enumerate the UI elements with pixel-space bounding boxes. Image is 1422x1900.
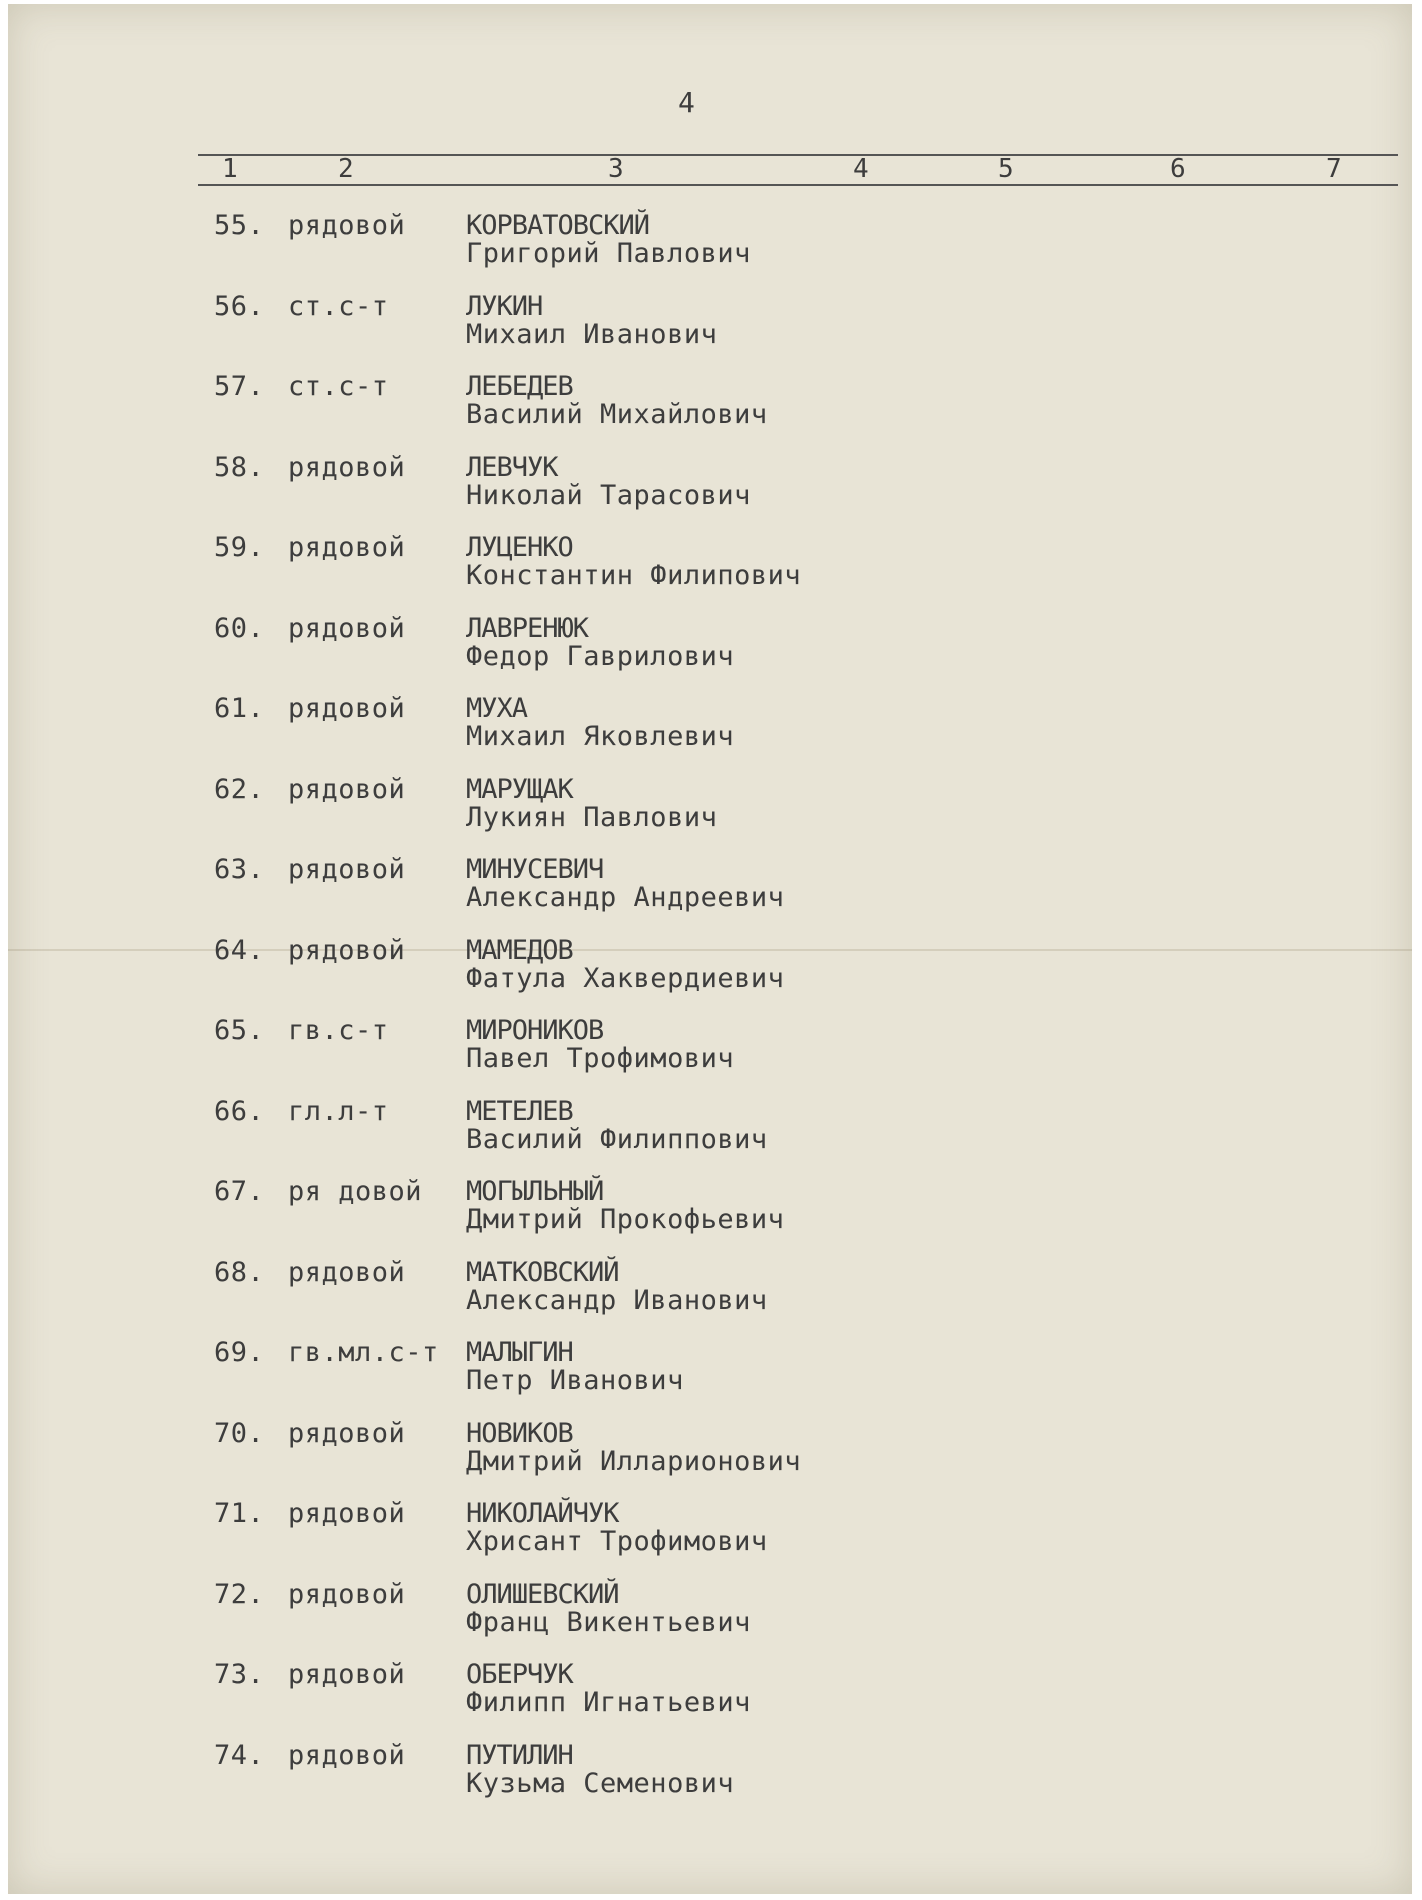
surname: ЛЕБЕДЕВ [466, 371, 573, 402]
roster-row [8, 371, 1108, 441]
surname: МИРОНИКОВ [466, 1015, 604, 1046]
document-sheet [8, 4, 1412, 1894]
roster-row [8, 1498, 1108, 1568]
column-header-2: 2 [338, 154, 355, 184]
surname: КОРВАТОВСКИЙ [466, 210, 650, 241]
surname: МАРУЩАК [466, 773, 573, 805]
rank: рядовой [288, 532, 406, 563]
given-names: Дмитрий Илларионович [466, 1445, 802, 1477]
column-header-7: 7 [1326, 154, 1343, 184]
roster-row [8, 693, 1108, 763]
rank: рядовой [288, 451, 406, 483]
roster-row [8, 613, 1108, 683]
given-names: Константин Филипович [466, 560, 802, 591]
column-header-4: 4 [853, 154, 870, 184]
roster-row [8, 1659, 1108, 1729]
row-number: 59. [214, 532, 265, 563]
rank: рядовой [288, 693, 406, 724]
roster-row [8, 1096, 1108, 1166]
row-number: 64. [214, 934, 265, 966]
column-header-3: 3 [608, 154, 625, 184]
given-names: Николай Тарасович [466, 479, 751, 511]
column-header-5: 5 [998, 154, 1015, 184]
row-number: 74. [214, 1739, 265, 1771]
roster-row [8, 1176, 1108, 1246]
row-number: 68. [214, 1256, 265, 1288]
surname: МОГЫЛЬНЫЙ [466, 1176, 604, 1207]
surname: ЛУКИН [466, 290, 543, 322]
given-names: Лукиян Павлович [466, 801, 718, 833]
surname: ЛАВРЕНЮК [466, 612, 589, 644]
roster-row [8, 210, 1108, 280]
given-names: Филипп Игнатьевич [466, 1687, 751, 1718]
rank: ря довой [288, 1176, 423, 1207]
header-bottom-rule [198, 184, 1398, 186]
given-names: Франц Викентьевич [466, 1606, 751, 1638]
surname: МЕТЕЛЕВ [466, 1095, 573, 1127]
roster-row [8, 1337, 1108, 1407]
surname: ЛЕВЧУК [466, 451, 558, 483]
column-header-1: 1 [222, 154, 239, 184]
roster-row [8, 1257, 1108, 1327]
row-number: 66. [214, 1095, 265, 1127]
roster-row [8, 1740, 1108, 1810]
given-names: Фатула Хаквердиевич [466, 962, 785, 994]
roster-row [8, 774, 1108, 844]
rank: рядовой [288, 934, 406, 966]
given-names: Федор Гаврилович [466, 640, 735, 672]
row-number: 56. [214, 290, 265, 322]
given-names: Хрисант Трофимович [466, 1526, 768, 1557]
surname: ОБЕРЧУК [466, 1659, 573, 1690]
given-names: Василий Михайлович [466, 399, 768, 430]
roster-row [8, 935, 1108, 1005]
row-number: 57. [214, 371, 265, 402]
row-number: 61. [214, 693, 265, 724]
row-number: 70. [214, 1417, 265, 1449]
row-number: 55. [214, 210, 265, 241]
surname: НОВИКОВ [466, 1417, 573, 1449]
header-top-rule [198, 154, 1398, 156]
rank: ст.с-т [288, 371, 389, 402]
rank: рядовой [288, 1739, 406, 1771]
given-names: Павел Трофимович [466, 1043, 735, 1074]
surname: МУХА [466, 693, 528, 724]
roster-row [8, 532, 1108, 602]
given-names: Михаил Иванович [466, 318, 718, 350]
page-number: 4 [678, 86, 696, 119]
surname: МАМЕДОВ [466, 934, 573, 966]
rank: рядовой [288, 773, 406, 805]
rank: рядовой [288, 1659, 406, 1690]
rank: рядовой [288, 1417, 406, 1449]
given-names: Петр Иванович [466, 1365, 684, 1396]
rank: гв.с-т [288, 1015, 389, 1046]
row-number: 67. [214, 1176, 265, 1207]
given-names: Кузьма Семенович [466, 1767, 735, 1799]
rank: гв.мл.с-т [288, 1337, 439, 1368]
rank: рядовой [288, 210, 406, 241]
given-names: Василий Филиппович [466, 1123, 768, 1155]
given-names: Григорий Павлович [466, 238, 751, 269]
surname: НИКОЛАЙЧУК [466, 1498, 619, 1529]
surname: МАЛЫГИН [466, 1337, 573, 1368]
surname: МАТКОВСКИЙ [466, 1256, 619, 1288]
rank: рядовой [288, 1498, 406, 1529]
rank: рядовой [288, 854, 406, 885]
roster-row [8, 291, 1108, 361]
row-number: 63. [214, 854, 265, 885]
surname: МИНУСЕВИЧ [466, 854, 604, 885]
given-names: Михаил Яковлевич [466, 721, 735, 752]
rank: рядовой [288, 612, 406, 644]
surname: ОЛИШЕВСКИЙ [466, 1578, 619, 1610]
rank: ст.с-т [288, 290, 389, 322]
rank: рядовой [288, 1256, 406, 1288]
row-number: 73. [214, 1659, 265, 1690]
rank: рядовой [288, 1578, 406, 1610]
row-number: 72. [214, 1578, 265, 1610]
surname: ЛУЦЕНКО [466, 532, 573, 563]
roster-row [8, 1579, 1108, 1649]
roster-row [8, 452, 1108, 522]
given-names: Александр Иванович [466, 1284, 768, 1316]
surname: ПУТИЛИН [466, 1739, 573, 1771]
row-number: 60. [214, 612, 265, 644]
roster-row [8, 1418, 1108, 1488]
roster-row [8, 854, 1108, 924]
row-number: 71. [214, 1498, 265, 1529]
rank: гл.л-т [288, 1095, 389, 1127]
row-number: 69. [214, 1337, 265, 1368]
row-number: 65. [214, 1015, 265, 1046]
given-names: Александр Андреевич [466, 882, 785, 913]
roster-row [8, 1015, 1108, 1085]
column-header-6: 6 [1170, 154, 1187, 184]
row-number: 62. [214, 773, 265, 805]
given-names: Дмитрий Прокофьевич [466, 1204, 785, 1235]
row-number: 58. [214, 451, 265, 483]
